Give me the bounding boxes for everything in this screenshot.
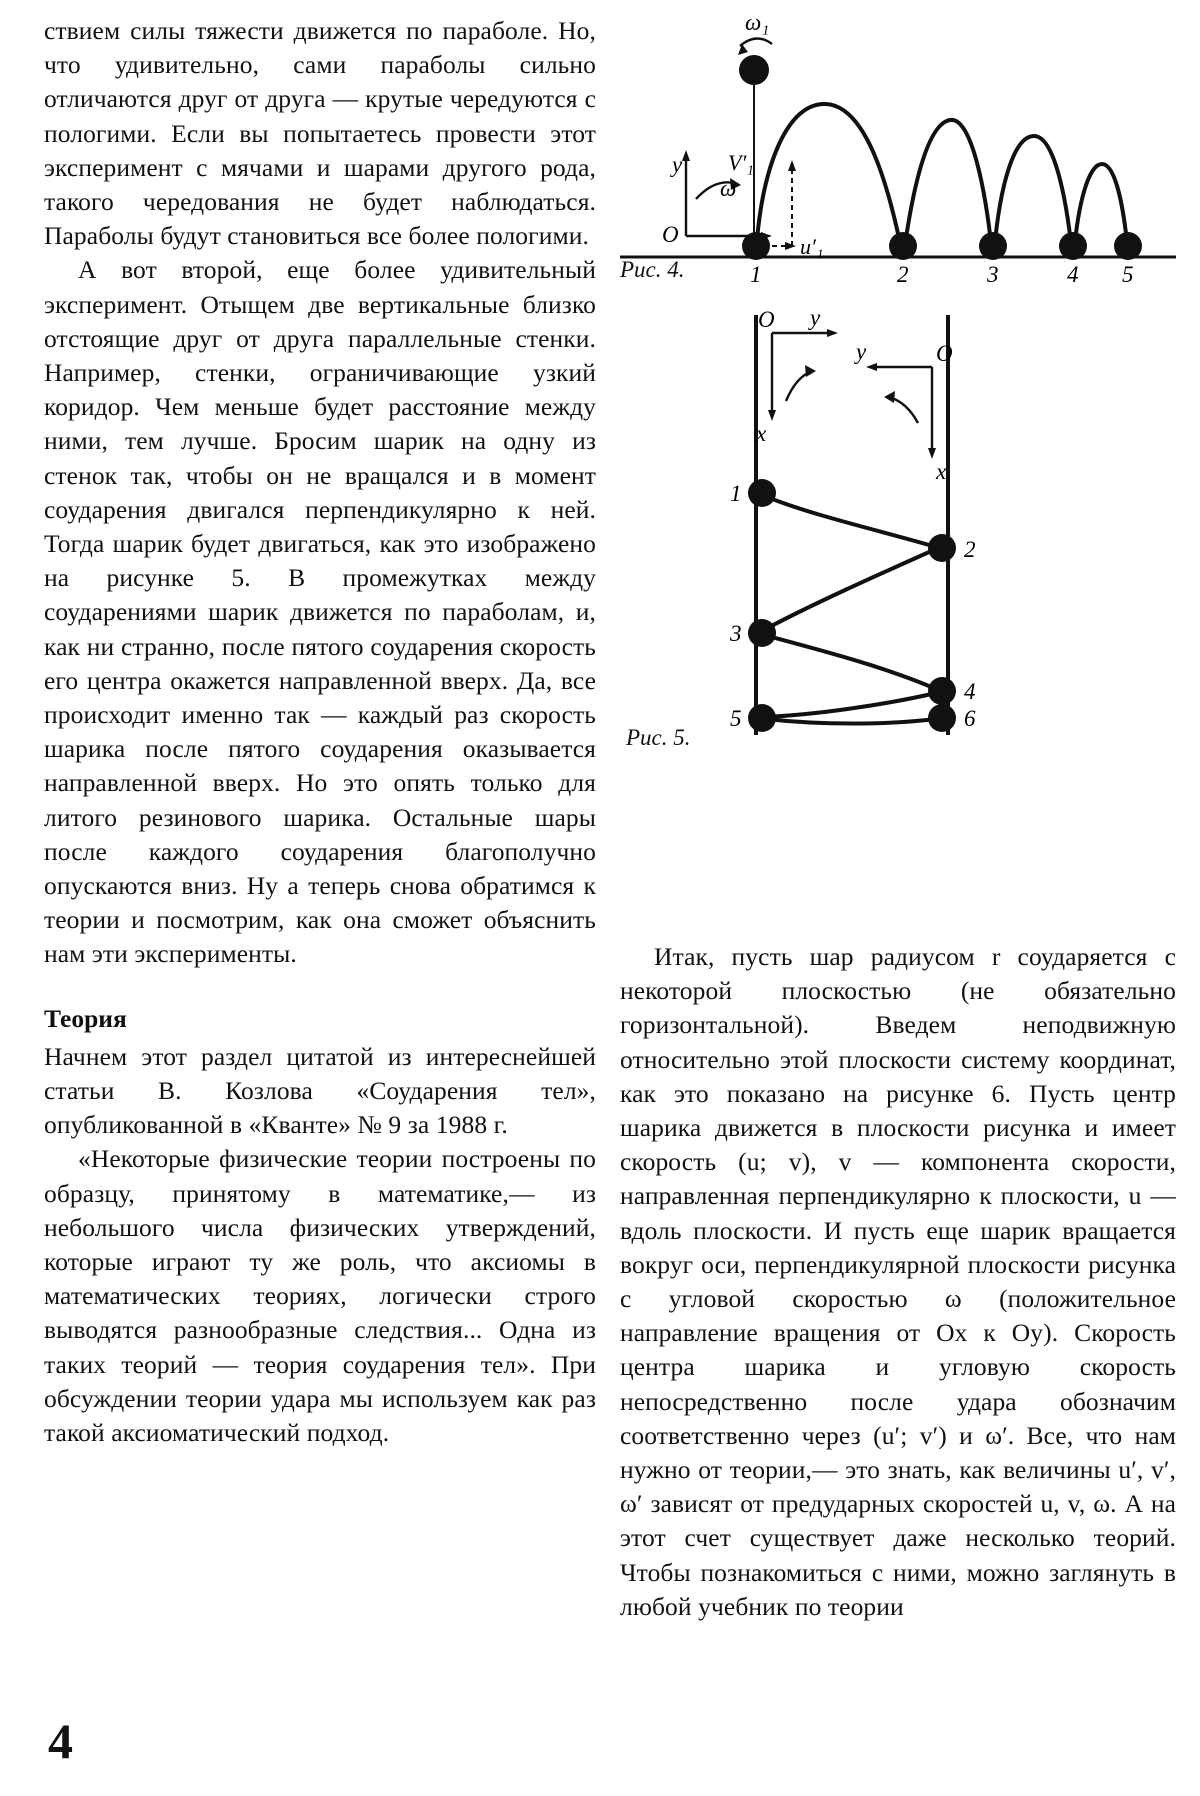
fig4-omega-label: ω: [720, 176, 737, 201]
paragraph: ствием силы тяжести движется по параболе. Но, что удивительно, сами параболы сильно отличаются друг от друга — крутые чередуются с пологими. Если вы попытаетесь провести этот эксперимент с мячами и шарами другого рода, такого чередования не будет наблюдаться. Параболы будут становиться все более пологими.: [44, 16, 596, 251]
fig5-ball-2: [928, 534, 956, 562]
fig4-ball-1: [742, 232, 770, 260]
fig4-ball-4: [1059, 232, 1087, 260]
figure-4-caption: Рис. 4.: [620, 257, 685, 282]
fig5-arc-4-5: [764, 693, 936, 717]
fig5-point-label-6: 6: [964, 706, 976, 731]
paragraph: Начнем этот раздел цитатой из интереснейшей статьи В. Козлова «Соударения тел», опубликованной в «Кванте» № 9 за 1988 г.: [44, 1041, 596, 1140]
fig4-v1-label: V′₁: [728, 150, 754, 175]
fig5-ball-6: [928, 704, 956, 732]
fig5-left-x-label: x: [756, 421, 767, 446]
fig5-ball-4: [928, 677, 956, 705]
fig5-point-label-4: 4: [964, 679, 976, 704]
right-text-column: [620, 940, 1176, 1624]
fig4-u1-label: u′₁: [800, 234, 824, 259]
figures-column: [620, 14, 1176, 775]
fig5-ball-3: [748, 619, 776, 647]
fig5-right-origin-label: O: [936, 341, 953, 366]
fig4-ball-2: [889, 232, 917, 260]
figure-5-caption: Рис. 5.: [626, 725, 691, 750]
fig4-arc-3: [994, 136, 1072, 252]
fig4-arc-2: [904, 120, 992, 252]
fig4-arc-1: [756, 104, 902, 252]
fig4-ball-3: [979, 232, 1007, 260]
fig5-left-y-label: y: [810, 305, 821, 330]
fig4-point-label-1: 1: [750, 262, 762, 284]
paragraph: «Некоторые физические теории построены по образцу, принятому в математике,— из небольшого числа физических утверждений, которые играют ту же роль, что аксиомы в математических теориях, логически строго выводятся разнообразные следствия... Одна из таких теорий — теория соударения тел». При обсуждении теории удара мы используем как раз такой аксиоматический подход.: [44, 1144, 596, 1447]
figure-4: [620, 14, 1176, 289]
figure-5: [620, 305, 1176, 775]
left-text-column: [44, 14, 596, 1450]
fig5-left-origin-label: O: [758, 307, 775, 332]
fig5-point-label-5: 5: [730, 706, 742, 731]
figure-5-graphic: [620, 305, 1176, 755]
paragraph: Итак, пусть шар радиусом r соударяется с некоторой плоскостью (не обязательно горизонтальной). Введем неподвижную относительно этой плоскости систему координат, как это показано на рисунке 6. Пусть центр шарика движется в плоскости рисунка и имеет скорость (u; v), v — компонента скорости, направленная перпендикулярно к плоскости, u — вдоль плоскости. И пусть еще шарик вращается вокруг оси, перпендикулярной плоскости рисунка с угловой скоростью ω (положительное направление вращения от Ox к Oy). Скорость центра шарика и угловую скорость непосредственно после удара обозначим соответственно через (u′; v′) и ω′. Все, что нам нужно от теории,— это знать, как величины u′, v′, ω′ зависят от предударных скоростей u, v, ω. А на этот счет существует даже несколько теорий. Чтобы познакомиться с ними, можно заглянуть в любой учебник по теории: [620, 942, 1176, 1621]
fig5-arc-5-6: [766, 719, 936, 724]
fig5-point-label-3: 3: [730, 621, 742, 646]
fig4-point-label-5: 5: [1122, 262, 1134, 284]
fig5-ball-1: [748, 479, 776, 507]
fig5-point-label-2: 2: [964, 537, 976, 562]
fig4-ball-5: [1114, 232, 1142, 260]
page-number: 4: [48, 1713, 73, 1769]
fig5-arc-3-4: [764, 635, 936, 689]
fig4-point-label-2: 2: [897, 262, 909, 284]
fig4-point-label-4: 4: [1067, 262, 1079, 284]
figure-4-graphic: [620, 14, 1176, 284]
fig4-initial-ball: [739, 55, 769, 85]
fig4-origin-label: O: [662, 222, 679, 247]
section-heading: Теория: [44, 1003, 127, 1033]
fig5-right-y-label: y: [856, 339, 867, 364]
fig5-arc-1-2: [762, 495, 936, 547]
fig4-omega1-label: ω₁: [745, 14, 770, 35]
fig4-y-label: y: [672, 152, 683, 177]
fig4-point-label-3: 3: [987, 262, 999, 284]
fig5-arc-2-3: [762, 549, 936, 631]
fig5-right-x-label: x: [936, 459, 947, 484]
paragraph: А вот второй, еще более удивительный эксперимент. Отыщем две вертикальные близко отстоящие друг от друга параллельные стенки. Например, стенки, ограничивающие узкий коридор. Чем меньше будет расстояние между ними, тем лучше. Бросим шарик на одну из стенок так, чтобы он не вращался и в момент соударения двигался перпендикулярно к ней. Тогда шарик будет двигаться, как это изображено на рисунке 5. В промежутках между соударениями шарик движется по параболам, и, как ни странно, после пятого соударения скорость его центра окажется направленной вверх. Да, все происходит именно так — каждый раз скорость шарика после пятого соударения оказывается направленной вверх. Но это опять только для литого резинового шарика. Остальные шары после каждого соударения благополучно опускаются вниз. Ну а теперь снова обратимся к теории и посмотрим, как она сможет объяснить нам эти эксперименты.: [44, 255, 596, 969]
fig5-point-label-1: 1: [730, 481, 742, 506]
fig5-ball-5: [748, 704, 776, 732]
